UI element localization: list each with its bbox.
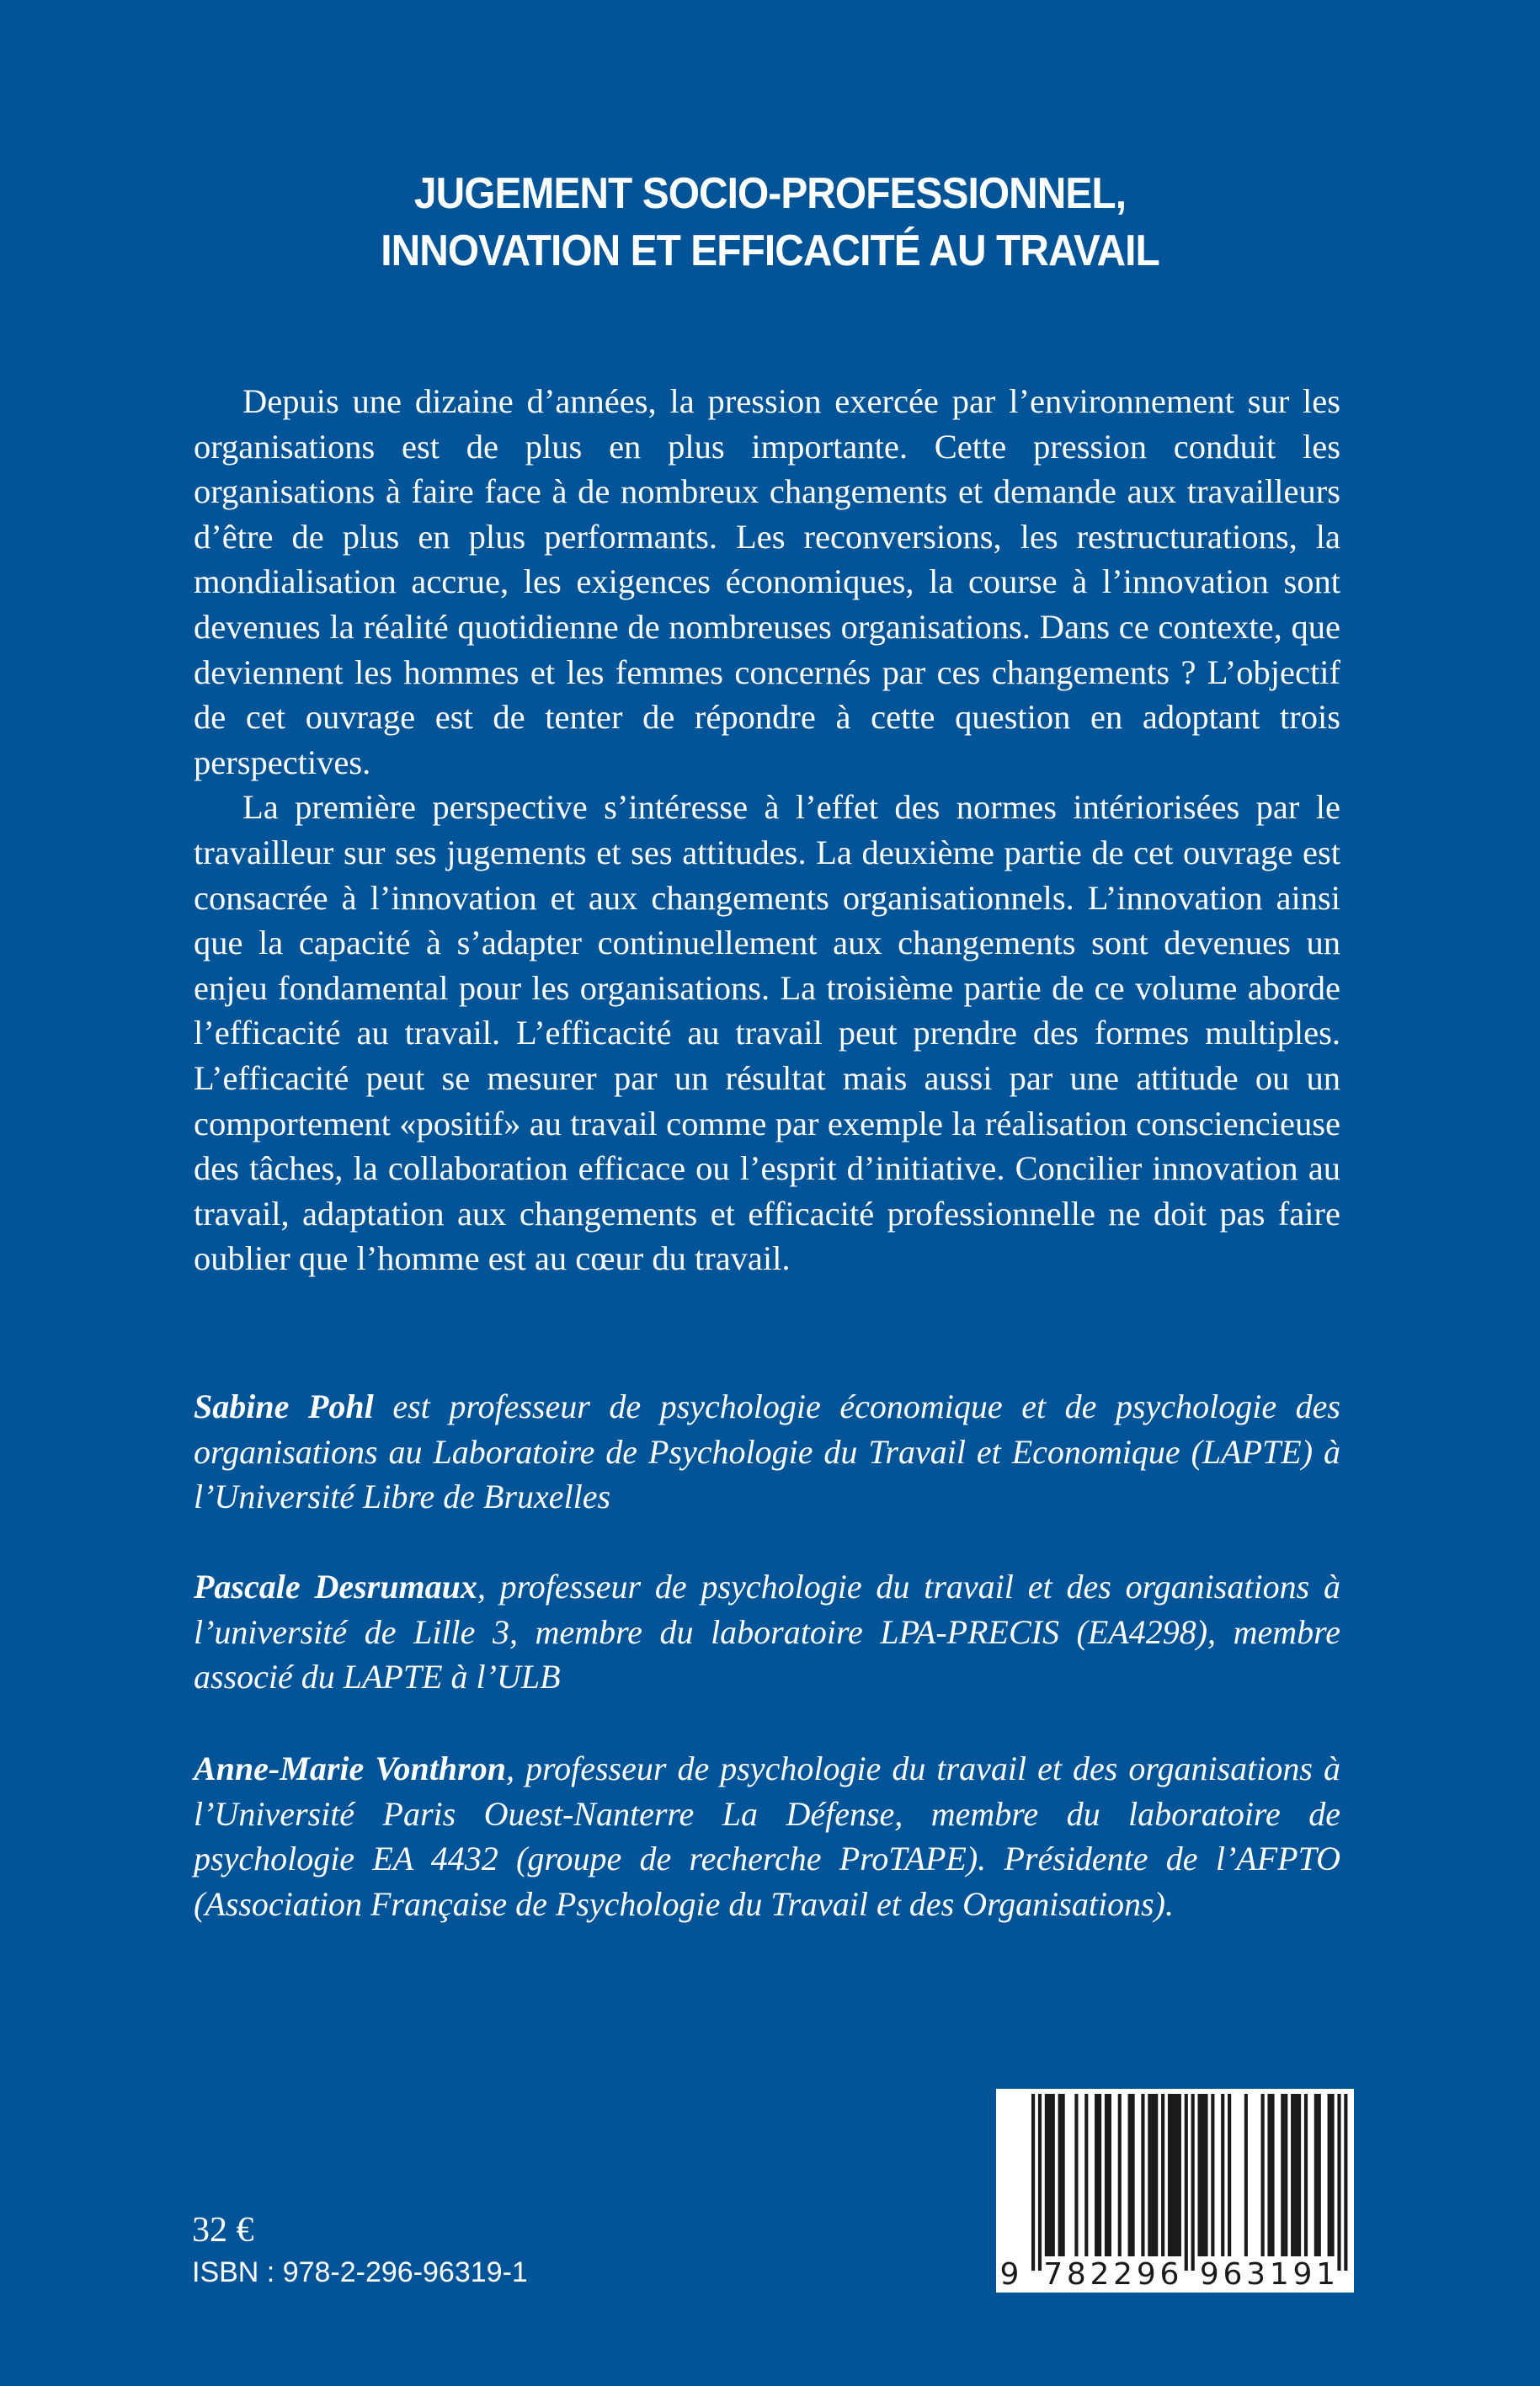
author-bio <box>194 1746 1340 1926</box>
barcode-bar <box>1154 2094 1158 2256</box>
barcode-digit: 2 <box>1113 2257 1133 2292</box>
barcode-bar <box>1038 2094 1042 2271</box>
barcode-bar <box>1108 2094 1111 2256</box>
isbn: ISBN : 978-2-296-96319-1 <box>192 2256 528 2288</box>
barcode-bar <box>1074 2094 1078 2256</box>
author-description: , professeur de psychologie du travail et des organisations à l’Université Paris Ouest-Nanterre La Défense, membre du laboratoire de psychologie EA 4432 (groupe de recherche ProTAPE). Présidente de l’AFPTO (Association Française de Psychologie du Travail et des Organisations). <box>194 1750 1340 1923</box>
barcode-bar <box>1095 2094 1098 2256</box>
barcode-bar <box>1151 2094 1154 2256</box>
author-name: Anne-Marie Vonthron <box>194 1750 506 1787</box>
barcode-digit: 9 <box>1136 2257 1156 2292</box>
barcode-bar <box>1271 2094 1274 2256</box>
barcode-digit: 6 <box>1223 2257 1243 2292</box>
barcode-digit: 9 <box>1199 2257 1219 2292</box>
title-line-2: INNOVATION ET EFFICACITÉ AU TRAVAIL <box>381 226 1159 275</box>
barcode-bar <box>1284 2094 1287 2256</box>
barcode-bar <box>1344 2094 1347 2271</box>
barcode-digit: 6 <box>1159 2257 1180 2292</box>
barcode-bar <box>1201 2094 1204 2256</box>
barcode-bar <box>1084 2094 1088 2256</box>
author-bio <box>194 1384 1340 1520</box>
barcode-bar <box>1221 2094 1224 2256</box>
book-title <box>61 165 1479 280</box>
barcode-bar <box>1211 2094 1214 2256</box>
barcode-bar <box>1058 2094 1062 2256</box>
barcode-digit: 1 <box>1316 2257 1336 2292</box>
author-bio <box>194 1564 1340 1700</box>
barcode-bar <box>1178 2094 1181 2256</box>
barcode-bar <box>1171 2094 1175 2256</box>
barcode-bar <box>1128 2094 1132 2256</box>
barcode-bar <box>1291 2094 1294 2256</box>
barcode-bar <box>1052 2094 1055 2256</box>
author-name: Sabine Pohl <box>194 1387 374 1425</box>
barcode-bar <box>1141 2094 1144 2256</box>
summary-paragraph: Depuis une dizaine d’années, la pression exercée par l’environnement sur les organisations est de plus en plus importante. Cette pression conduit les organisations à faire face à de nombreux changements et demande aux travailleurs d’être de plus en plus performants. Les reconversions, les restructurations, la mondialisation accrue, les exigences économiques, la course à l’innovation sont devenues la réalité quotidienne de nombreuses organisations. Dans ce contexte, que deviennent les hommes et les femmes concernés par ces changements ? L’objectif de cet ouvrage est de tenter de répondre à cette question en adoptant trois perspectives. <box>194 382 1340 781</box>
barcode-graphic <box>996 2089 1354 2293</box>
barcode-digit: 2 <box>1090 2257 1110 2292</box>
barcode-bar <box>1175 2094 1178 2256</box>
barcode-bar <box>1314 2094 1318 2256</box>
barcode-bar <box>1337 2094 1340 2271</box>
barcode-bar <box>1198 2094 1202 2256</box>
barcode-digit: 1 <box>1269 2257 1289 2292</box>
barcode-bar <box>1261 2094 1265 2256</box>
title-line-1: JUGEMENT SOCIO-PROFESSIONNEL, <box>413 169 1127 218</box>
barcode-bar <box>1281 2094 1284 2256</box>
author-name: Pascale Desrumaux <box>194 1568 477 1606</box>
barcode-bar <box>1304 2094 1308 2256</box>
summary <box>194 379 1340 1281</box>
price: 32 € <box>192 2211 254 2250</box>
barcode-bar <box>1031 2094 1035 2271</box>
barcode-digit: 9 <box>1292 2257 1313 2292</box>
author-description: , professeur de psychologie du travail et des organisations à l’université de Lille 3, membre du laboratoire LPA-PRECIS (EA4298), membre associé du LAPTE à l’ULB <box>194 1568 1340 1696</box>
barcode-bar <box>1105 2094 1108 2256</box>
barcode-digit: 8 <box>1066 2257 1086 2292</box>
barcode-bar <box>1148 2094 1151 2256</box>
barcode-bar <box>1267 2094 1271 2256</box>
barcode-bar <box>1328 2094 1331 2256</box>
barcode-bar <box>1048 2094 1052 2256</box>
barcode-bar <box>1244 2094 1248 2256</box>
barcode-bar <box>1294 2094 1298 2256</box>
barcode-bar <box>1132 2094 1135 2256</box>
barcode-bar <box>1298 2094 1301 2256</box>
barcode-bar <box>1118 2094 1122 2256</box>
barcode-bar <box>1318 2094 1321 2256</box>
barcode-bar <box>1204 2094 1207 2256</box>
barcode-bar <box>1098 2094 1101 2256</box>
barcode <box>996 2089 1354 2293</box>
summary-paragraph: La première perspective s’intéresse à l’effet des normes intériorisées par le travailleur sur ses jugements et ses attitudes. La deuxième partie de cet ouvrage est consacrée à l’innovation et aux changements organisationnels. L’innovation ainsi que la capacité à s’adapter continuellement aux changements sont devenues un enjeu fondamental pour les organisations. La troisième partie de ce volume aborde l’efficacité au travail. L’efficacité au travail peut prendre des formes multiples. L’efficacité peut se mesurer par un résultat mais aussi par une attitude ou un comportement «positif» au travail comme par exemple la réalisation consciencieuse des tâches, la collaboration efficace ou l’esprit d’initiative. Concilier innovation au travail, adaptation aux changements et efficacité professionnelle ne doit pas faire oublier que l’homme est au cœur du travail. <box>194 788 1340 1278</box>
barcode-bar <box>1168 2094 1171 2256</box>
barcode-bar <box>1185 2094 1188 2271</box>
barcode-bar <box>1191 2094 1195 2271</box>
barcode-bar <box>1062 2094 1065 2256</box>
author-description: est professeur de psychologie économique et de psychologie des organisations au Laboratoire de Psychologie du Travail et Economique (LAPTE) à l’Université Libre de Bruxelles <box>194 1387 1340 1516</box>
barcode-digit: 9 <box>999 2257 1020 2292</box>
barcode-digit: 3 <box>1246 2257 1266 2292</box>
barcode-bar <box>1045 2094 1048 2256</box>
barcode-bar <box>1228 2094 1231 2256</box>
barcode-bar <box>1331 2094 1335 2256</box>
barcode-bar <box>1161 2094 1164 2256</box>
barcode-digit: 7 <box>1043 2257 1063 2292</box>
